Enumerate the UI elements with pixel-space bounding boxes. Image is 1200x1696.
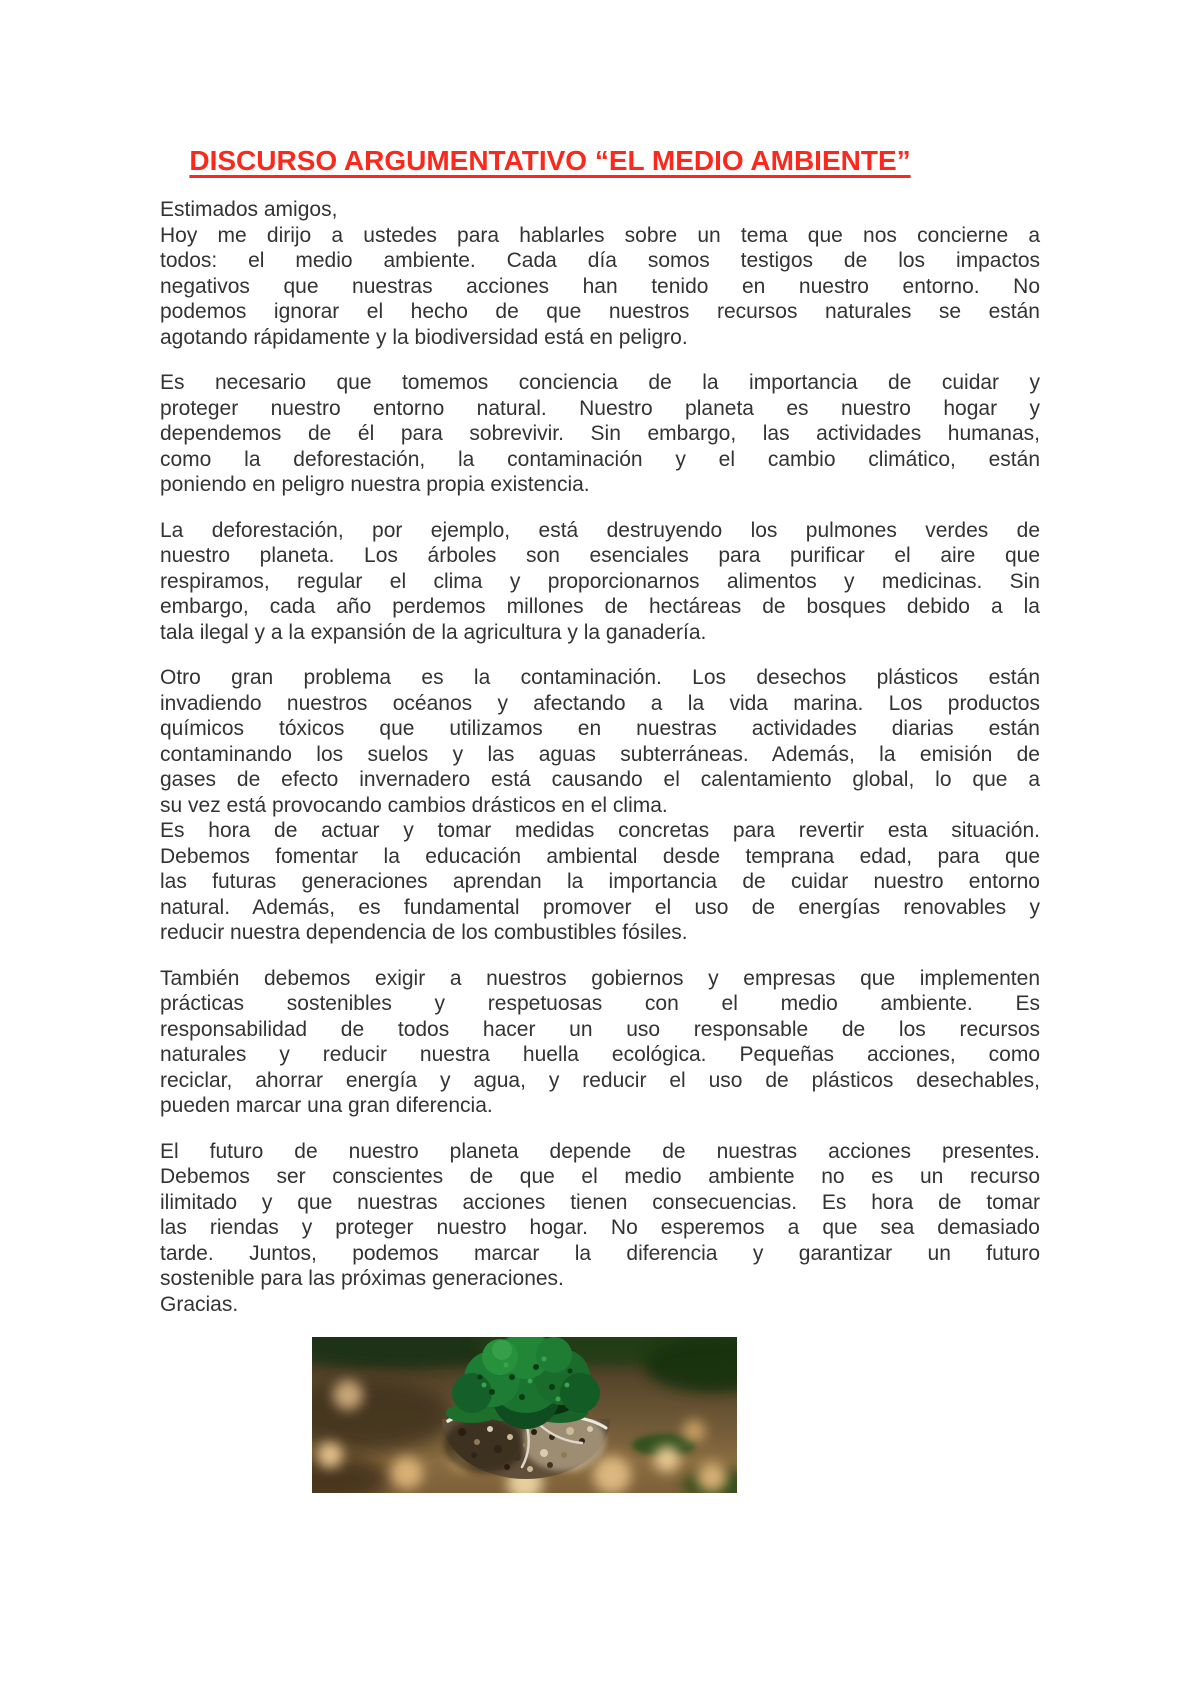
text-line: reducir nuestra dependencia de los combustibles fósiles. [160,921,688,944]
text-line: reciclar, ahorrar energía y agua, y reducir el uso de plásticos desechables, [160,1068,1040,1092]
tree-photo [312,1337,737,1493]
paragraph [160,370,1040,498]
text-line: negativos que nuestras acciones han tenido en nuestro entorno. No [160,274,1040,298]
text-line: ilimitado y que nuestras acciones tienen consecuencias. Es hora de tomar [160,1190,1040,1214]
document-body [160,197,1040,1317]
text-line: tala ilegal y a la expansión de la agricultura y la ganadería. [160,620,707,644]
text-line: pueden marcar una gran diferencia. [160,1094,493,1117]
text-line: contaminando los suelos y las aguas subterráneas. Además, la emisión de [160,742,1040,766]
text-line: nuestro planeta. Los árboles son esenciales para purificar el aire que [160,544,1040,567]
text-line: respiramos, regular el clima y proporcionarnos alimentos y medicinas. Sin [160,569,1040,593]
text-line: gases de efecto invernadero está causando el calentamiento global, lo que a [160,768,1040,791]
paragraph [160,518,1040,646]
text-line: químicos tóxicos que utilizamos en nuestras actividades diarias están [160,717,1040,740]
text-line: Estimados amigos, [160,198,338,221]
text-line: Debemos fomentar la educación ambiental desde temprana edad, para que [160,844,1040,868]
paragraph [160,1139,1040,1292]
text-line: El futuro de nuestro planeta depende de nuestras acciones presentes. [160,1139,1040,1163]
text-line: proteger nuestro entorno natural. Nuestro planeta es nuestro hogar y [160,396,1040,420]
text-line: La deforestación, por ejemplo, está destruyendo los pulmones verdes de [160,518,1040,542]
text-line: poniendo en peligro nuestra propia existencia. [160,473,590,496]
page-title: DISCURSO ARGUMENTATIVO “EL MEDIO AMBIENTE” [189,145,911,176]
paragraph [160,665,1040,818]
paragraph [160,1292,1040,1318]
text-line: podemos ignorar el hecho de que nuestros recursos naturales se están [160,300,1040,323]
paragraph [160,966,1040,1119]
text-line: las futuras generaciones aprendan la importancia de cuidar nuestro entorno [160,870,1040,893]
text-line: sostenible para las próximas generaciones. [160,1267,564,1290]
document-content [160,145,1040,1493]
text-line: invadiendo nuestros océanos y afectando a la vida marina. Los productos [160,691,1040,715]
text-line: agotando rápidamente y la biodiversidad está en peligro. [160,325,688,349]
text-line: Gracias. [160,1292,239,1316]
text-line: También debemos exigir a nuestros gobiernos y empresas que implementen [160,966,1040,990]
text-line: su vez está provocando cambios drásticos en el clima. [160,793,668,817]
paragraph [160,818,1040,946]
text-line: las riendas y proteger nuestro hogar. No esperemos a que sea demasiado [160,1216,1040,1239]
paragraph [160,223,1040,351]
text-line: natural. Además, es fundamental promover el uso de energías renovables y [160,895,1040,919]
text-line: prácticas sostenibles y respetuosas con el medio ambiente. Es [160,992,1040,1015]
text-line: como la deforestación, la contaminación y el cambio climático, están [160,447,1040,471]
text-line: Hoy me dirijo a ustedes para hablarles sobre un tema que nos concierne a [160,223,1040,247]
text-line: Debemos ser conscientes de que el medio ambiente no es un recurso [160,1165,1040,1188]
text-line: responsabilidad de todos hacer un uso responsable de los recursos [160,1017,1040,1041]
text-line: embargo, cada año perdemos millones de hectáreas de bosques debido a la [160,595,1040,618]
text-line: naturales y reducir nuestra huella ecológica. Pequeñas acciones, como [160,1043,1040,1066]
text-line: tarde. Juntos, podemos marcar la diferencia y garantizar un futuro [160,1241,1040,1265]
tree-photo-illustration [312,1337,737,1493]
text-line: dependemos de él para sobrevivir. Sin embargo, las actividades humanas, [160,422,1040,445]
text-line: Otro gran problema es la contaminación. Los desechos plásticos están [160,666,1040,689]
text-line: Es hora de actuar y tomar medidas concretas para revertir esta situación. [160,819,1040,842]
text-line: Es necesario que tomemos conciencia de la importancia de cuidar y [160,371,1040,394]
paragraph [160,197,1040,223]
text-line: todos: el medio ambiente. Cada día somos testigos de los impactos [160,249,1040,272]
